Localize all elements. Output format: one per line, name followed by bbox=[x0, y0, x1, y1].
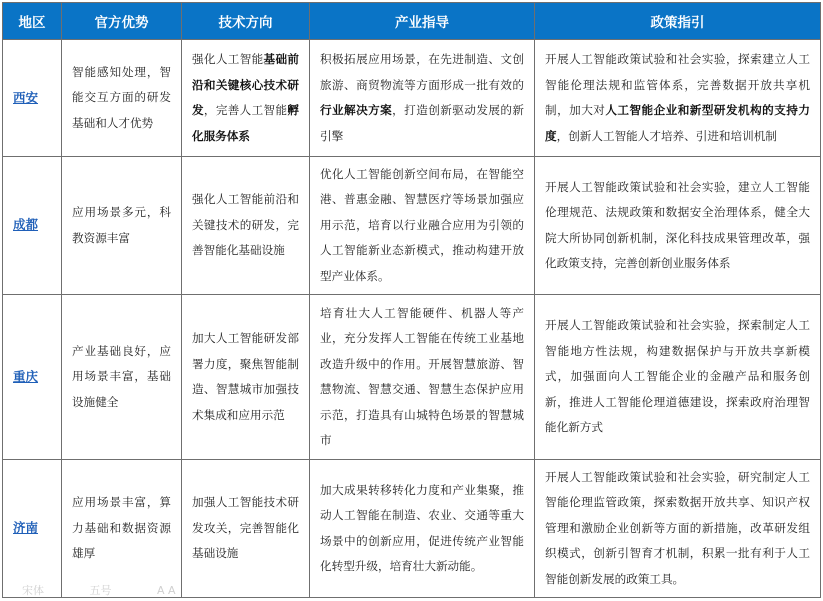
bold-text-segment: 行业解决方案 bbox=[320, 103, 393, 117]
header-industry: 产业指导 bbox=[310, 3, 535, 40]
industry-cell bbox=[310, 157, 535, 295]
header-advantage: 官方优势 bbox=[62, 3, 182, 40]
text-segment: 强化人工智能 bbox=[192, 52, 264, 66]
text-segment: 加大人工智能研发部署力度，聚焦智能制造、智慧城市加强技术集成和应用示范 bbox=[192, 331, 299, 422]
region-cell bbox=[3, 460, 62, 598]
text-segment: 优化人工智能创新空间布局，在智能空港、普惠金融、智慧医疗等场景加强应用示范，培育以行业融合应用为引领的人工智能新业态新模式，推动构建开放型产业体系。 bbox=[320, 166, 524, 283]
header-row bbox=[3, 3, 821, 40]
region-link-xian[interactable]: 西安 bbox=[13, 89, 39, 105]
advantage-cell: 应用场景多元，科教资源丰富 bbox=[62, 157, 182, 295]
table-row bbox=[3, 40, 821, 157]
industry-cell bbox=[310, 295, 535, 460]
text-segment: ，完善人工智能 bbox=[203, 103, 288, 117]
watermark-size: 五号 bbox=[89, 584, 112, 597]
watermark-aa: A A bbox=[157, 584, 176, 597]
text-segment: ，创新人工智能人才培养、引进和培训机制 bbox=[556, 128, 777, 143]
faded-toolbar-watermark bbox=[22, 582, 342, 600]
text-segment: 加强人工智能技术研发攻关，完善智能化基础设施 bbox=[192, 495, 299, 561]
policy-cell bbox=[535, 460, 821, 598]
policy-cell bbox=[535, 40, 821, 157]
text-segment: 加大成果转移转化力度和产业集聚，推动人工智能在制造、农业、交通等重大场景中的创新应用，促进传统产业智能化转型升级，培育壮大新动能。 bbox=[320, 482, 524, 573]
table-row bbox=[3, 157, 821, 295]
text-segment: 培育壮大人工智能硬件、机器人等产业，充分发挥人工智能在传统工业基地改造升级中的作用。开展智慧旅游、智慧物流、智慧交通、智慧生态保护应用示范，打造具有山城特色场景的智慧城市 bbox=[320, 305, 524, 447]
tech-cell bbox=[182, 157, 310, 295]
bold-text-segment: 孵化服务体系 bbox=[192, 103, 299, 143]
advantage-cell: 应用场景丰富，算力基础和数据资源雄厚 bbox=[62, 460, 182, 598]
advantage-cell: 产业基础良好，应用场景丰富，基础设施健全 bbox=[62, 295, 182, 460]
region-link-chengdu[interactable]: 成都 bbox=[13, 217, 39, 233]
policy-cell bbox=[535, 295, 821, 460]
table-row bbox=[3, 295, 821, 460]
watermark-font: 宋体 bbox=[22, 584, 44, 597]
text-segment: 开展人工智能政策试验和社会实验，探索制定人工智能地方性法规，构建数据保护与开放共享新模式，加强面向人工智能企业的金融产品和服务创新，推进人工智能伦理道德建设，探索政府治理智能化新方式 bbox=[545, 318, 810, 435]
industry-cell bbox=[310, 460, 535, 598]
text-segment: 强化人工智能前沿和关键技术的研发，完善智能化基础设施 bbox=[192, 192, 299, 258]
region-link-chongqing[interactable]: 重庆 bbox=[13, 368, 39, 384]
text-segment: 积极拓展应用场景，在先进制造、文创旅游、商贸物流等方面形成一批有效的 bbox=[320, 52, 524, 92]
region-link-jinan[interactable]: 济南 bbox=[13, 520, 39, 536]
industry-cell bbox=[310, 40, 535, 157]
table-row bbox=[3, 460, 821, 598]
policy-comparison-table bbox=[2, 2, 821, 598]
advantage-cell: 智能感知处理，智能交互方面的研发基础和人才优势 bbox=[62, 40, 182, 157]
region-cell bbox=[3, 295, 62, 460]
bold-text-segment: 人工智能企业和新型研发机构的支持力度 bbox=[545, 103, 810, 143]
tech-cell bbox=[182, 40, 310, 157]
bold-text-segment: 基础前沿和关键核心技术研发 bbox=[192, 52, 299, 117]
region-cell bbox=[3, 40, 62, 157]
tech-cell bbox=[182, 295, 310, 460]
tech-cell bbox=[182, 460, 310, 598]
policy-cell bbox=[535, 157, 821, 295]
text-segment: ，打造创新驱动发展的新引擎 bbox=[320, 103, 524, 143]
header-tech: 技术方向 bbox=[182, 3, 310, 40]
header-region: 地区 bbox=[3, 3, 62, 40]
text-segment: 开展人工智能政策试验和社会实验，探索建立人工智能伦理法规和监管体系，完善数据开放共享机制，加大对 bbox=[545, 52, 810, 117]
header-policy: 政策指引 bbox=[535, 3, 821, 40]
text-segment: 开展人工智能政策试验和社会实验，建立人工智能伦理规范、法规政策和数据安全治理体系，健全大院大所协同创新机制，深化科技成果管理改革，强化政策支持，完善创新创业服务体系 bbox=[545, 179, 810, 270]
region-cell bbox=[3, 157, 62, 295]
text-segment: 开展人工智能政策试验和社会实验，研究制定人工智能伦理监管政策，探索数据开放共享、知识产权管理和激励企业创新等方面的新措施，改革研发组织模式，创新引智育才机制，积累一批有利于人工智能创新发展的政策工具。 bbox=[545, 469, 810, 586]
